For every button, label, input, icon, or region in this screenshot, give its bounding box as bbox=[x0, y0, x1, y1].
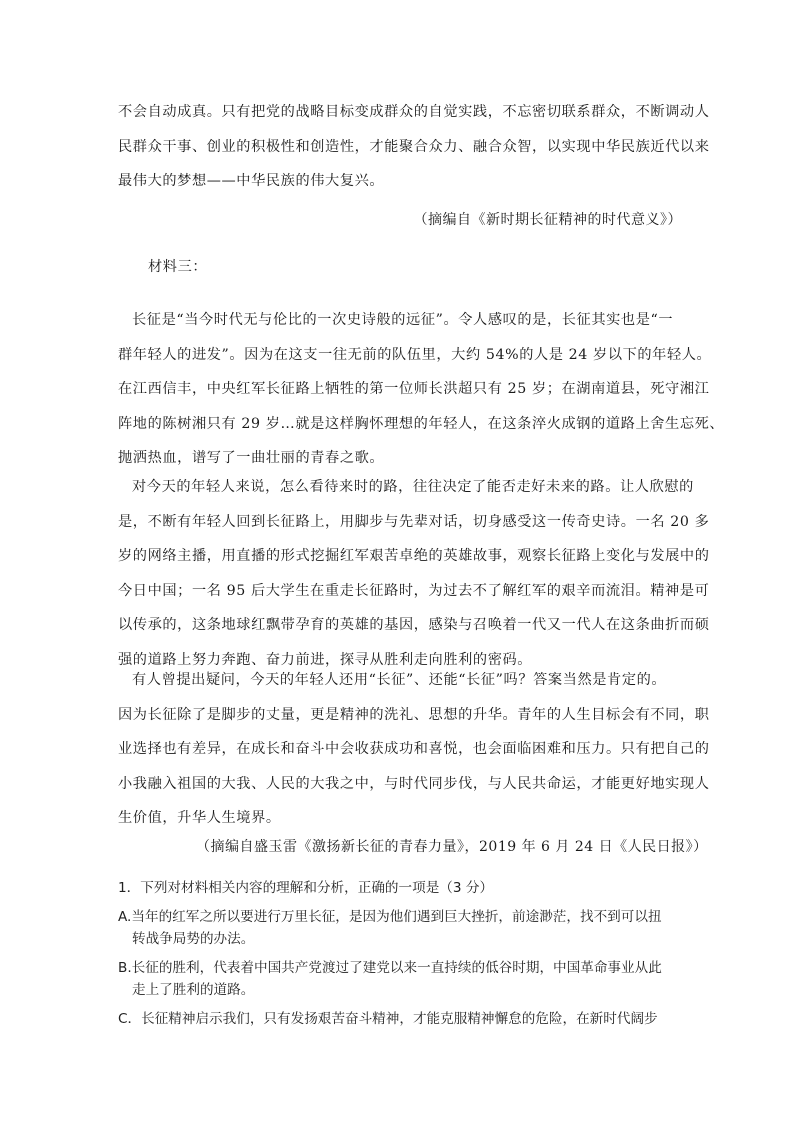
text-line: 今日中国；一名 95 后大学生在重走长征路时，为过去不了解红军的艰辛而流泪。精神是可 bbox=[118, 582, 710, 599]
text-line: 民群众干事、创业的积极性和创造性，才能聚合众力、融合众智，以实现中华民族近代以来 bbox=[118, 138, 710, 155]
text-line: 最伟大的梦想——中华民族的伟大复兴。 bbox=[118, 173, 385, 189]
text-line: 以传承的，这条地球红飘带孕育的英雄的基因，感染与召唤着一代又一代人在这条曲折而硕 bbox=[118, 617, 710, 633]
text-line: 有人曾提出疑问，今天的年轻人还用“长征”、还能“长征”吗？答案当然是肯定的。 bbox=[132, 672, 667, 688]
text-line: 岁的网络主播，用直播的形式挖掘红军艰苦卓绝的英雄故事，观察长征路上变化与发展中的 bbox=[118, 548, 710, 564]
option-a bbox=[118, 906, 688, 950]
text-line: 小我融入祖国的大我、人民的大我之中，与时代同步伐，与人民共命运，才能更好地实现人 bbox=[118, 775, 710, 792]
text-line: 生价值，升华人生境界。 bbox=[118, 810, 281, 826]
text-line: 阵地的陈树湘只有 29 岁…就是这样胸怀理想的年轻人，在这条淬火成钢的道路上舍生忘死、 bbox=[118, 415, 725, 432]
text-line: 不会自动成真。只有把党的战略目标变成群众的自觉实践，不忘密切联系群众，不断调动人 bbox=[118, 104, 710, 120]
text-line: 抛洒热血，谱写了一曲壮丽的青春之歌。 bbox=[118, 450, 385, 466]
text-line: 对今天的年轻人来说，怎么看待来时的路，往往决定了能否走好未来的路。让人欣慰的 bbox=[132, 479, 694, 495]
text-line: 强的道路上努力奔跑、奋力前进，探寻从胜利走向胜利的密码。 bbox=[118, 651, 533, 668]
text-line: C．长征精神启示我们，只有发扬艰苦奋斗精神，才能克服精神懈怠的危险，在新时代阔步 bbox=[118, 1011, 658, 1027]
material2-tail-paragraph bbox=[118, 95, 710, 199]
material3-paragraph-3 bbox=[118, 663, 710, 836]
question-stem: 1．下列对材料相关内容的理解和分析，正确的一项是（3 分） bbox=[118, 880, 494, 896]
material2-source: （摘编自《新时期长征精神的时代意义》） bbox=[413, 212, 682, 228]
material3-paragraph-2 bbox=[118, 470, 710, 677]
text-line: 群年轻人的进发”。因为在这支一往无前的队伍里，大约 54%的人是 24 岁以下的年轻人。 bbox=[118, 346, 712, 363]
material3-source: （摘编自盛玉雷《激扬新长征的青春力量》，2019 年 6 月 24 日《人民日报》） bbox=[196, 839, 708, 855]
text-line: 是，不断有年轻人回到长征路上，用脚步与先辈对话，切身感受这一传奇史诗。一名 20 多 bbox=[118, 513, 710, 530]
option-b bbox=[118, 957, 688, 1001]
material3-paragraph-1 bbox=[118, 303, 725, 476]
question-1 bbox=[118, 877, 688, 899]
text-line: A.当年的红军之所以要进行万里长征，是因为他们遇到巨大挫折，前途渺茫，找不到可以扭 bbox=[118, 909, 662, 925]
text-line: 业选择也有差异，在成长和奋斗中会收获成功和喜悦，也会面临困难和压力。只有把自己的 bbox=[118, 741, 710, 757]
text-line: 转战争局势的办法。 bbox=[132, 931, 255, 947]
text-line: 长征是“当今时代无与伦比的一次史诗般的远征”。令人感叹的是，长征其实也是“一 bbox=[132, 312, 674, 328]
text-line: 因为长征除了是脚步的丈量，更是精神的洗礼、思想的升华。青年的人生目标会有不同，职 bbox=[118, 706, 710, 723]
material3-heading: 材料三： bbox=[148, 259, 208, 275]
option-c bbox=[118, 1008, 688, 1030]
text-line: 在江西信丰，中央红军长征路上牺牲的第一位师长洪超只有 25 岁；在湖南道县，死守湘江 bbox=[118, 381, 710, 397]
text-line: 走上了胜利的道路。 bbox=[132, 982, 255, 998]
text-line: B.长征的胜利，代表着中国共产党渡过了建党以来一直持续的低谷时期，中国革命事业从此 bbox=[118, 960, 662, 976]
